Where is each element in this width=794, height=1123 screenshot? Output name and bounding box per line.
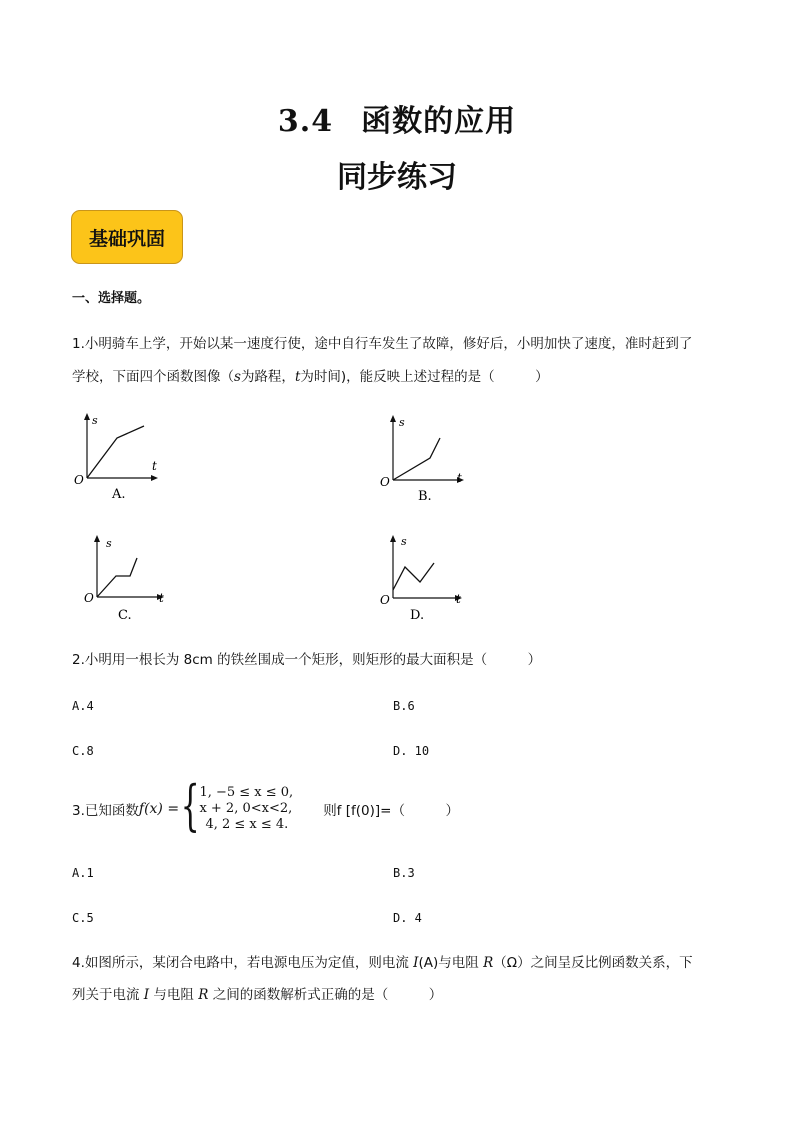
q4-var-r: R	[483, 955, 494, 971]
graph-a-origin: O	[74, 473, 84, 487]
q4-text-e: 与电阻	[149, 987, 199, 1003]
q4-line1	[72, 953, 693, 973]
graph-c-axis-y: s	[106, 537, 112, 550]
case-3: 4, 2 ≤ x ≤ 4.	[205, 817, 289, 832]
graph-b-origin: O	[380, 475, 390, 489]
q1-line2	[72, 367, 549, 387]
q1-text-b: 为路程，	[240, 369, 295, 385]
graph-c-origin: O	[84, 591, 94, 605]
graph-b-label: B.	[418, 489, 432, 504]
graph-a	[72, 408, 172, 503]
graph-d-axis-y: s	[401, 535, 407, 548]
graph-b	[378, 410, 478, 505]
graph-b-axis-y: s	[399, 416, 405, 429]
q3-question	[72, 774, 459, 837]
q2-text: 2.小明用一根长为 8cm 的铁丝围成一个矩形，则矩形的最大面积是（ ）	[72, 652, 542, 668]
title-text: 函数的应用	[361, 104, 517, 139]
q2-option-c: C.8	[72, 744, 94, 758]
q3-prefix: 3.已知函数	[72, 803, 139, 819]
section-number: 3.4	[277, 104, 334, 139]
q3-option-c: C.5	[72, 911, 94, 925]
case-2: x + 2, 0<x<2,	[199, 801, 293, 816]
case-1: 1, −5 ≤ x ≤ 0,	[199, 785, 294, 800]
page-title	[0, 96, 794, 140]
graph-c	[82, 530, 182, 625]
graph-c-axis-x: t	[159, 591, 164, 605]
graph-d	[378, 530, 478, 625]
q4-var-i2: I	[143, 987, 150, 1003]
q4-text-f: 之间的函数解析式正确的是（ ）	[208, 987, 443, 1003]
q4-text-b: (A)与电阻	[418, 955, 484, 971]
piecewise-cases	[199, 785, 293, 833]
q4-var-i: I	[413, 955, 419, 971]
section-badge: 基础巩固	[71, 210, 183, 264]
q1-text-a: 学校，下面四个函数图像（	[72, 369, 234, 385]
piecewise-brace: {	[180, 774, 200, 837]
graph-c-label: C.	[118, 608, 132, 623]
q4-var-r2: R	[198, 987, 209, 1003]
graph-d-label: D.	[410, 608, 425, 623]
q2-option-a: A.4	[72, 699, 94, 713]
graph-b-axis-x: t	[457, 471, 462, 485]
q2-option-d: D. 10	[393, 744, 430, 758]
q4-text-c: （Ω）之间呈反比例函数关系，下	[493, 955, 693, 971]
q4-text-d: 列关于电流	[72, 987, 144, 1003]
graph-d-origin: O	[380, 593, 390, 607]
q1-var-t: t	[294, 369, 301, 385]
q3-option-a: A.1	[72, 866, 94, 880]
q1-text-c: 为时间)，能反映上述过程的是（ ）	[300, 369, 549, 385]
q3-option-d: D. 4	[393, 911, 422, 925]
q3-fname: f(x) =	[138, 801, 180, 817]
q3-ask: 则f [f(0)]=（ ）	[323, 803, 459, 819]
graph-a-axis-y: s	[92, 414, 98, 427]
graph-a-axis-x: t	[152, 459, 157, 473]
section-heading: 一、选择题。	[72, 291, 151, 306]
q4-line2	[72, 985, 442, 1005]
q3-option-b: B.3	[393, 866, 415, 880]
page-subtitle: 同步练习	[337, 160, 457, 195]
q2-option-b: B.6	[393, 699, 415, 713]
q1-var-s: s	[234, 369, 241, 385]
graph-d-axis-x: t	[456, 592, 461, 606]
q4-text-a: 4.如图所示，某闭合电路中，若电源电压为定值，则电流	[72, 955, 414, 971]
q1-line1: 1.小明骑车上学，开始以某一速度行使，途中自行车发生了故障，修好后，小明加快了速度，准时赶到了	[72, 336, 693, 352]
graph-a-label: A.	[112, 487, 126, 502]
